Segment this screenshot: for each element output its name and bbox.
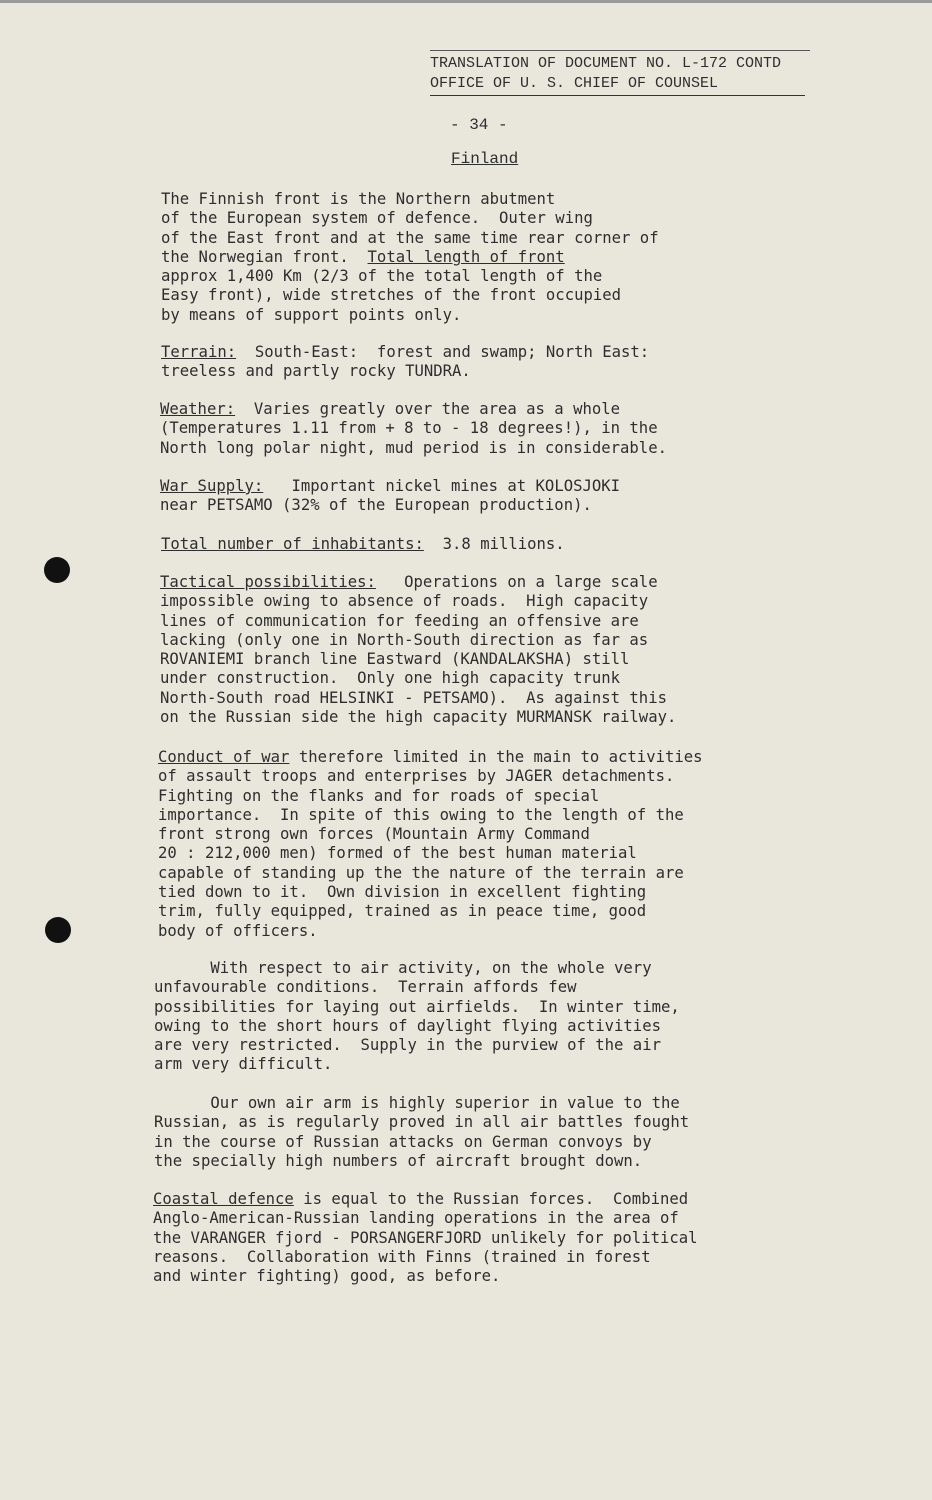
terrain-label: Terrain: <box>161 343 237 361</box>
weather-label: Weather: <box>160 400 236 418</box>
war-supply-text: Important nickel mines at KOLOSJOKI near PETSAMO (32% of the European production). <box>160 477 621 515</box>
war-supply-label: War Supply: <box>160 477 264 495</box>
punch-hole-top <box>44 557 70 583</box>
war-supply-paragraph <box>160 477 620 516</box>
header-translation-line: TRANSLATION OF DOCUMENT NO. L-172 CONTD <box>430 55 782 72</box>
inhabitants-paragraph <box>161 535 565 554</box>
page-top-edge <box>0 0 932 3</box>
tactical-paragraph <box>160 573 676 727</box>
inhabitants-label: Total number of inhabitants: <box>161 535 424 553</box>
weather-paragraph <box>160 400 667 458</box>
coastal-label: Coastal defence <box>153 1190 294 1208</box>
coastal-text: is equal to the Russian forces. Combined Anglo-American-Russian landing operations in the area of the VARANGER fjord - PORSANGERFJORD unlikely for political reasons. Collaboration with Finns (trained in forest and winter fighting) good, as before. <box>153 1190 698 1286</box>
tactical-label: Tactical possibilities: <box>160 573 376 591</box>
inhabitants-text: 3.8 millions. <box>423 535 565 553</box>
terrain-paragraph <box>161 343 649 382</box>
header-top-rule <box>430 50 810 51</box>
document-header <box>430 54 810 96</box>
intro-paragraph <box>161 190 659 325</box>
coastal-defence-paragraph <box>153 1190 698 1286</box>
header-office-line: OFFICE OF U. S. CHIEF OF COUNSEL <box>430 74 805 96</box>
intro-text-1: The Finnish front is the Northern abutment of the European system of defence. Outer wing of the East front and at the same time rear corner of the Norwegian front. <box>161 190 659 266</box>
intro-underlined-phrase: Total length of front <box>367 247 565 266</box>
conduct-text: therefore limited in the main to activities of assault troops and enterprises by JAGER detachments. Fighting on the flanks and for roads of special importance. In spite of this owing to the length of the front strong own forces (Mountain Army Command 20 : 212,000 men) formed of the best human material capable of standing up the the nature of the terrain are tied down to it. Own division in excellent fighting trim, fully equipped, trained as in peace time, good body of officers. <box>158 748 703 940</box>
intro-text-2: approx 1,400 Km (2/3 of the total length of the Easy front), wide stretches of the front occupied by means of support points only. <box>161 267 622 324</box>
conduct-label: Conduct of war <box>158 748 290 766</box>
air-activity-paragraph: With respect to air activity, on the whole very unfavourable conditions. Terrain affords few possibilities for laying out airfields. In winter time, owing to the short hours of daylight flying activities are very restricted. Supply in the purview of the air arm very difficult. <box>154 959 680 1074</box>
air-arm-paragraph: Our own air arm is highly superior in value to the Russian, as is regularly proved in all air battles fought in the course of Russian attacks on German convoys by the specially high numbers of aircraft brought down. <box>154 1094 690 1170</box>
conduct-paragraph <box>158 748 703 941</box>
weather-text: Varies greatly over the area as a whole (Temperatures 1.11 from + 8 to - 18 degrees!), in the North long polar night, mud period is in considerable. <box>160 400 667 457</box>
page-number: - 34 - <box>450 116 508 134</box>
tactical-text: Operations on a large scale impossible owing to absence of roads. High capacity lines of communication for feeding an offensive are lacking (only one in North-South direction as far as ROVANIEMI branch line Eastward (KANDALAKSHA) still under construction. Only one high capacity trunk North-South road HELSINKI - PETSAMO). As against this on the Russian side the high capacity MURMANSK railway. <box>160 573 677 727</box>
punch-hole-bottom <box>45 917 71 943</box>
terrain-text: South-East: forest and swamp; North East: treeless and partly rocky TUNDRA. <box>161 343 650 381</box>
section-title: Finland <box>451 150 519 168</box>
